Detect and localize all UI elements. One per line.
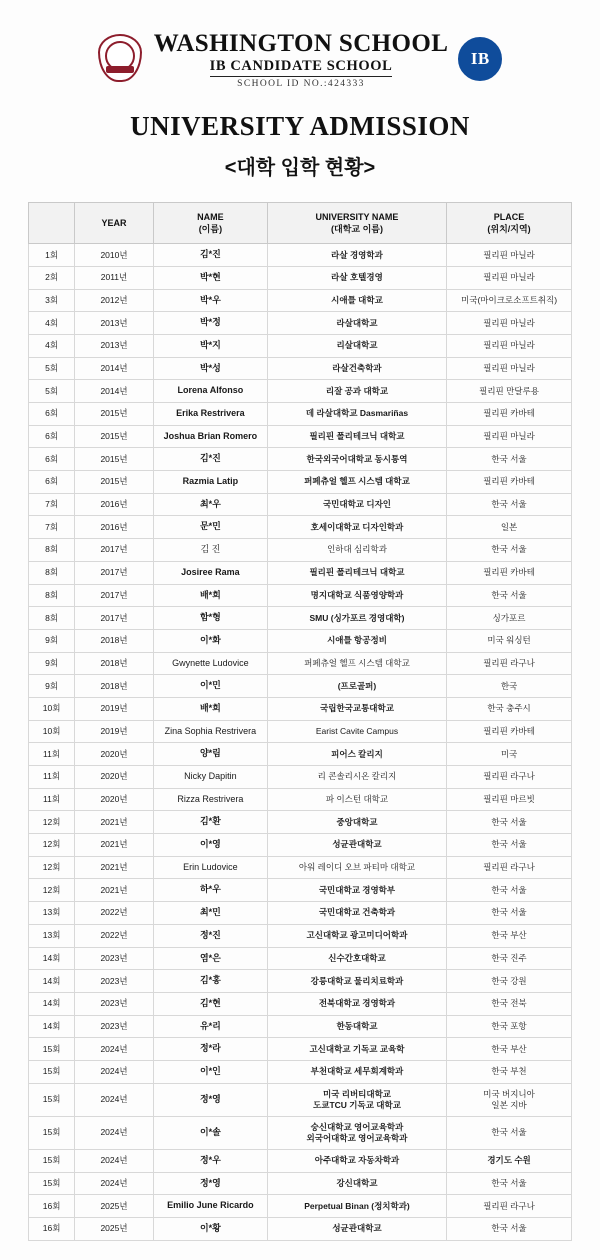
- table-row: [29, 720, 572, 743]
- cell-year: 2024년: [75, 1149, 154, 1172]
- table-row: [29, 1149, 572, 1172]
- cell-no: 6회: [29, 403, 75, 426]
- table-row: [29, 947, 572, 970]
- table-row: [29, 448, 572, 471]
- cell-name: 유*리: [153, 1015, 267, 1038]
- cell-no: 12회: [29, 811, 75, 834]
- cell-name: 이*인: [153, 1060, 267, 1083]
- cell-name: Erin Ludovice: [153, 856, 267, 879]
- cell-university: 리살대학교: [267, 334, 446, 357]
- cell-year: 2015년: [75, 403, 154, 426]
- cell-no: 13회: [29, 902, 75, 925]
- cell-no: 13회: [29, 924, 75, 947]
- table-row: [29, 289, 572, 312]
- page-subtitle: <대학 입학 현황>: [224, 156, 376, 179]
- cell-place: 필리핀 마닐라: [447, 357, 572, 380]
- cell-year: 2017년: [75, 584, 154, 607]
- cell-university: 한국외국어대학교 동시통역: [267, 448, 446, 471]
- cell-place: 필리핀 카바테: [447, 561, 572, 584]
- cell-university: 시애틀 대학교: [267, 289, 446, 312]
- column-header-university: [267, 202, 446, 243]
- cell-place: 한국 부산: [447, 1038, 572, 1061]
- cell-university: 라살건축학과: [267, 357, 446, 380]
- cell-year: 2023년: [75, 947, 154, 970]
- cell-year: 2024년: [75, 1172, 154, 1195]
- cell-no: 7회: [29, 516, 75, 539]
- cell-name: 정*진: [153, 924, 267, 947]
- cell-place: 필리핀 마닐라: [447, 266, 572, 289]
- cell-name: 김*홍: [153, 970, 267, 993]
- cell-university: 성균관대학교: [267, 1217, 446, 1240]
- cell-university: 강릉대학교 물리치료학과: [267, 970, 446, 993]
- cell-university: 중앙대학교: [267, 811, 446, 834]
- cell-university: 리 콘솔리시온 칼리지: [267, 766, 446, 789]
- cell-university: 데 라살대학교 Dasmariñas: [267, 403, 446, 426]
- cell-name: Emilio June Ricardo: [153, 1195, 267, 1218]
- cell-year: 2013년: [75, 312, 154, 335]
- cell-name: 배*희: [153, 697, 267, 720]
- cell-no: 15회: [29, 1172, 75, 1195]
- cell-year: 2021년: [75, 856, 154, 879]
- school-id: SCHOOL ID NO.:424333: [237, 78, 365, 89]
- cell-name: 하*우: [153, 879, 267, 902]
- cell-name: 이*민: [153, 675, 267, 698]
- cell-year: 2017년: [75, 607, 154, 630]
- cell-name: 이*솔: [153, 1116, 267, 1149]
- cell-no: 14회: [29, 1015, 75, 1038]
- table-row: [29, 1015, 572, 1038]
- table-row: [29, 1217, 572, 1240]
- cell-place: 한국 서울: [447, 448, 572, 471]
- cell-place: 싱가포르: [447, 607, 572, 630]
- cell-place: 한국 서울: [447, 1217, 572, 1240]
- cell-university: 국립한국교통대학교: [267, 697, 446, 720]
- cell-place: 한국 진주: [447, 947, 572, 970]
- cell-year: 2013년: [75, 334, 154, 357]
- table-row: [29, 1116, 572, 1149]
- cell-name: 문*민: [153, 516, 267, 539]
- cell-name: Josiree Rama: [153, 561, 267, 584]
- cell-place: 한국 부산: [447, 924, 572, 947]
- cell-year: 2025년: [75, 1217, 154, 1240]
- cell-place: 일본: [447, 516, 572, 539]
- cell-university: 피어스 칼리지: [267, 743, 446, 766]
- cell-name: Gwynette Ludovice: [153, 652, 267, 675]
- cell-university: 퍼페츄얼 헬프 시스템 대학교: [267, 471, 446, 494]
- cell-university: 국민대학교 경영학부: [267, 879, 446, 902]
- cell-year: 2019년: [75, 697, 154, 720]
- cell-university: 숭신대학교 영어교육학과 외국어대학교 영어교육학과: [267, 1116, 446, 1149]
- table-body: [29, 244, 572, 1240]
- cell-name: 김*환: [153, 811, 267, 834]
- table-row: [29, 334, 572, 357]
- cell-year: 2023년: [75, 1015, 154, 1038]
- cell-university: 국민대학교 건축학과: [267, 902, 446, 925]
- cell-no: 9회: [29, 629, 75, 652]
- table-row: [29, 561, 572, 584]
- cell-place: 필리핀 라구나: [447, 766, 572, 789]
- table-row: [29, 1038, 572, 1061]
- cell-year: 2017년: [75, 539, 154, 562]
- school-subtitle: IB CANDIDATE SCHOOL: [210, 59, 393, 77]
- table-row: [29, 539, 572, 562]
- cell-no: 9회: [29, 675, 75, 698]
- cell-place: 한국 강원: [447, 970, 572, 993]
- table-row: [29, 516, 572, 539]
- cell-name: 박*지: [153, 334, 267, 357]
- school-logo-row: [0, 30, 600, 89]
- cell-name: Nicky Dapitin: [153, 766, 267, 789]
- cell-place: 필리핀 라구나: [447, 1195, 572, 1218]
- cell-no: 8회: [29, 607, 75, 630]
- cell-name: 김*현: [153, 992, 267, 1015]
- cell-no: 7회: [29, 493, 75, 516]
- cell-university: 필리핀 폴리테크닉 대학교: [267, 561, 446, 584]
- cell-university: 성균관대학교: [267, 834, 446, 857]
- cell-name: 정*영: [153, 1172, 267, 1195]
- cell-name: 이*황: [153, 1217, 267, 1240]
- table-row: [29, 1195, 572, 1218]
- table-row: [29, 1172, 572, 1195]
- column-header-no: [29, 202, 75, 243]
- cell-place: 한국 서울: [447, 1172, 572, 1195]
- school-title-block: [154, 30, 449, 89]
- cell-no: 15회: [29, 1038, 75, 1061]
- cell-place: 미국(마이크로소프트취직): [447, 289, 572, 312]
- cell-university: 고신대학교 기독교 교육학: [267, 1038, 446, 1061]
- cell-no: 16회: [29, 1195, 75, 1218]
- cell-no: 14회: [29, 970, 75, 993]
- cell-university: 아워 레이디 오브 파티마 대학교: [267, 856, 446, 879]
- table-row: [29, 879, 572, 902]
- cell-place: 한국 서울: [447, 811, 572, 834]
- table-row: [29, 743, 572, 766]
- cell-year: 2022년: [75, 902, 154, 925]
- table-row: [29, 834, 572, 857]
- cell-year: 2018년: [75, 675, 154, 698]
- cell-year: 2017년: [75, 561, 154, 584]
- cell-name: 최*민: [153, 902, 267, 925]
- table-row: [29, 584, 572, 607]
- table-row: [29, 1060, 572, 1083]
- cell-year: 2020년: [75, 766, 154, 789]
- cell-university: 미국 리버티대학교 도쿄TCU 기독교 대학교: [267, 1083, 446, 1116]
- cell-year: 2025년: [75, 1195, 154, 1218]
- cell-place: 한국 서울: [447, 539, 572, 562]
- column-header-name-ko: (이름): [198, 224, 223, 235]
- cell-university: 라살 호텔경영: [267, 266, 446, 289]
- table-row: [29, 244, 572, 267]
- column-header-university-ko: (대학교 이름): [331, 224, 383, 235]
- table-row: [29, 697, 572, 720]
- cell-place: 필리핀 카바테: [447, 471, 572, 494]
- cell-year: 2019년: [75, 720, 154, 743]
- table-row: [29, 1083, 572, 1116]
- cell-name: 염*은: [153, 947, 267, 970]
- cell-no: 16회: [29, 1217, 75, 1240]
- cell-university: 부천대학교 세무회계학과: [267, 1060, 446, 1083]
- cell-no: 9회: [29, 652, 75, 675]
- cell-place: 한국 충주시: [447, 697, 572, 720]
- cell-no: 8회: [29, 539, 75, 562]
- cell-place: 필리핀 라구나: [447, 652, 572, 675]
- cell-place: 필리핀 마닐라: [447, 244, 572, 267]
- table-row: [29, 266, 572, 289]
- cell-university: 파 이스턴 대학교: [267, 788, 446, 811]
- cell-university: 전북대학교 경영학과: [267, 992, 446, 1015]
- cell-year: 2023년: [75, 992, 154, 1015]
- cell-university: 명지대학교 식품영양학과: [267, 584, 446, 607]
- table-row: [29, 607, 572, 630]
- cell-university: 시애틀 항공정비: [267, 629, 446, 652]
- cell-year: 2024년: [75, 1083, 154, 1116]
- cell-name: 이*영: [153, 834, 267, 857]
- cell-name: Lorena Alfonso: [153, 380, 267, 403]
- cell-no: 10회: [29, 720, 75, 743]
- cell-university: 아주대학교 자동차학과: [267, 1149, 446, 1172]
- cell-university: SMU (싱가포르 경영대학): [267, 607, 446, 630]
- cell-no: 12회: [29, 834, 75, 857]
- cell-university: 인하대 심리학과: [267, 539, 446, 562]
- cell-place: 한국 전북: [447, 992, 572, 1015]
- cell-place: 미국: [447, 743, 572, 766]
- cell-no: 11회: [29, 766, 75, 789]
- cell-place: 필리핀 카바테: [447, 720, 572, 743]
- cell-year: 2010년: [75, 244, 154, 267]
- table-row: [29, 856, 572, 879]
- table-row: [29, 788, 572, 811]
- cell-place: 한국 서울: [447, 902, 572, 925]
- cell-year: 2015년: [75, 425, 154, 448]
- cell-place: 한국 포항: [447, 1015, 572, 1038]
- cell-no: 14회: [29, 992, 75, 1015]
- cell-year: 2016년: [75, 493, 154, 516]
- cell-name: 최*우: [153, 493, 267, 516]
- cell-name: 김*진: [153, 244, 267, 267]
- cell-year: 2016년: [75, 516, 154, 539]
- table-row: [29, 471, 572, 494]
- cell-place: 한국: [447, 675, 572, 698]
- cell-no: 15회: [29, 1149, 75, 1172]
- column-header-name: [153, 202, 267, 243]
- cell-university: 강신대학교: [267, 1172, 446, 1195]
- cell-university: 라살대학교: [267, 312, 446, 335]
- cell-year: 2023년: [75, 970, 154, 993]
- cell-place: 미국 워싱턴: [447, 629, 572, 652]
- cell-no: 6회: [29, 471, 75, 494]
- cell-name: 이*화: [153, 629, 267, 652]
- cell-university: 리잘 공과 대학교: [267, 380, 446, 403]
- cell-no: 5회: [29, 380, 75, 403]
- column-header-place: [447, 202, 572, 243]
- table-row: [29, 380, 572, 403]
- cell-place: 한국 서울: [447, 879, 572, 902]
- column-header-name-en: NAME: [197, 211, 224, 222]
- table-row: [29, 970, 572, 993]
- cell-no: 5회: [29, 357, 75, 380]
- document-header: [0, 0, 600, 180]
- cell-place: 필리핀 라구나: [447, 856, 572, 879]
- ib-badge-icon: IB: [458, 37, 502, 81]
- cell-year: 2015년: [75, 448, 154, 471]
- cell-place: 한국 서울: [447, 1116, 572, 1149]
- table-row: [29, 766, 572, 789]
- cell-place: 미국 버지니아 일본 지바: [447, 1083, 572, 1116]
- cell-university: 신수간호대학교: [267, 947, 446, 970]
- cell-name: 정*라: [153, 1038, 267, 1061]
- cell-year: 2021년: [75, 879, 154, 902]
- column-header-place-ko: (위치/지역): [487, 224, 531, 235]
- cell-no: 15회: [29, 1083, 75, 1116]
- cell-no: 4회: [29, 334, 75, 357]
- cell-place: 필리핀 마닐라: [447, 425, 572, 448]
- cell-place: 필리핀 마닐라: [447, 334, 572, 357]
- table-row: [29, 629, 572, 652]
- cell-university: Earist Cavite Campus: [267, 720, 446, 743]
- cell-no: 12회: [29, 879, 75, 902]
- cell-university: 퍼페츄얼 헬프 시스템 대학교: [267, 652, 446, 675]
- page-title: UNIVERSITY ADMISSION: [130, 110, 470, 141]
- cell-name: 함*형: [153, 607, 267, 630]
- cell-no: 15회: [29, 1116, 75, 1149]
- cell-year: 2018년: [75, 629, 154, 652]
- cell-no: 11회: [29, 788, 75, 811]
- cell-university: 필리핀 폴리테크닉 대학교: [267, 425, 446, 448]
- school-crest-icon: [98, 34, 144, 84]
- cell-name: Razmia Latip: [153, 471, 267, 494]
- admissions-table-wrapper: [28, 202, 572, 1241]
- column-header-year: YEAR: [75, 202, 154, 243]
- table-row: [29, 811, 572, 834]
- cell-name: 김 진: [153, 539, 267, 562]
- table-row: [29, 403, 572, 426]
- cell-year: 2014년: [75, 380, 154, 403]
- cell-name: 양*림: [153, 743, 267, 766]
- cell-place: 한국 서울: [447, 493, 572, 516]
- cell-name: Rizza Restrivera: [153, 788, 267, 811]
- column-header-place-en: PLACE: [493, 211, 525, 222]
- cell-place: 한국 서울: [447, 834, 572, 857]
- cell-place: 경기도 수원: [447, 1149, 572, 1172]
- school-name: WASHINGTON SCHOOL: [153, 30, 449, 57]
- cell-year: 2012년: [75, 289, 154, 312]
- cell-university: 호세이대학교 디자인학과: [267, 516, 446, 539]
- cell-no: 3회: [29, 289, 75, 312]
- cell-year: 2021년: [75, 811, 154, 834]
- cell-place: 필리핀 마닐라: [447, 312, 572, 335]
- table-row: [29, 312, 572, 335]
- cell-place: 필리핀 만달루용: [447, 380, 572, 403]
- cell-university: 라살 경영학과: [267, 244, 446, 267]
- table-row: [29, 425, 572, 448]
- table-row: [29, 924, 572, 947]
- cell-place: 한국 서울: [447, 584, 572, 607]
- table-row: [29, 675, 572, 698]
- cell-place: 필리핀 카바테: [447, 403, 572, 426]
- cell-no: 8회: [29, 561, 75, 584]
- table-header: [29, 202, 572, 243]
- cell-year: 2014년: [75, 357, 154, 380]
- cell-no: 2회: [29, 266, 75, 289]
- cell-name: 김*진: [153, 448, 267, 471]
- cell-no: 11회: [29, 743, 75, 766]
- cell-year: 2024년: [75, 1038, 154, 1061]
- cell-name: Zina Sophia Restrivera: [153, 720, 267, 743]
- cell-year: 2020년: [75, 743, 154, 766]
- cell-name: 박*정: [153, 312, 267, 335]
- table-header-row: [29, 202, 572, 243]
- column-header-university-en: UNIVERSITY NAME: [315, 211, 399, 222]
- cell-university: 국민대학교 디자인: [267, 493, 446, 516]
- cell-university: Perpetual Binan (정치학과): [267, 1195, 446, 1218]
- cell-no: 6회: [29, 425, 75, 448]
- cell-name: 정*우: [153, 1149, 267, 1172]
- cell-no: 1회: [29, 244, 75, 267]
- cell-name: Erika Restrivera: [153, 403, 267, 426]
- cell-no: 8회: [29, 584, 75, 607]
- cell-year: 2024년: [75, 1060, 154, 1083]
- cell-name: 박*성: [153, 357, 267, 380]
- cell-year: 2024년: [75, 1116, 154, 1149]
- table-row: [29, 902, 572, 925]
- cell-name: Joshua Brian Romero: [153, 425, 267, 448]
- cell-year: 2018년: [75, 652, 154, 675]
- cell-year: 2022년: [75, 924, 154, 947]
- cell-name: 박*현: [153, 266, 267, 289]
- cell-no: 10회: [29, 697, 75, 720]
- cell-name: 정*영: [153, 1083, 267, 1116]
- cell-university: 한동대학교: [267, 1015, 446, 1038]
- cell-name: 박*우: [153, 289, 267, 312]
- cell-year: 2020년: [75, 788, 154, 811]
- cell-year: 2011년: [75, 266, 154, 289]
- admissions-table: [28, 202, 572, 1241]
- table-row: [29, 493, 572, 516]
- cell-name: 배*희: [153, 584, 267, 607]
- table-row: [29, 357, 572, 380]
- cell-university: 고신대학교 광고미디어학과: [267, 924, 446, 947]
- table-row: [29, 652, 572, 675]
- cell-no: 14회: [29, 947, 75, 970]
- cell-no: 15회: [29, 1060, 75, 1083]
- cell-place: 필리핀 마르빗: [447, 788, 572, 811]
- cell-university: (프로골퍼): [267, 675, 446, 698]
- cell-no: 6회: [29, 448, 75, 471]
- cell-place: 한국 부천: [447, 1060, 572, 1083]
- table-row: [29, 992, 572, 1015]
- cell-no: 12회: [29, 856, 75, 879]
- cell-no: 4회: [29, 312, 75, 335]
- cell-year: 2015년: [75, 471, 154, 494]
- cell-year: 2021년: [75, 834, 154, 857]
